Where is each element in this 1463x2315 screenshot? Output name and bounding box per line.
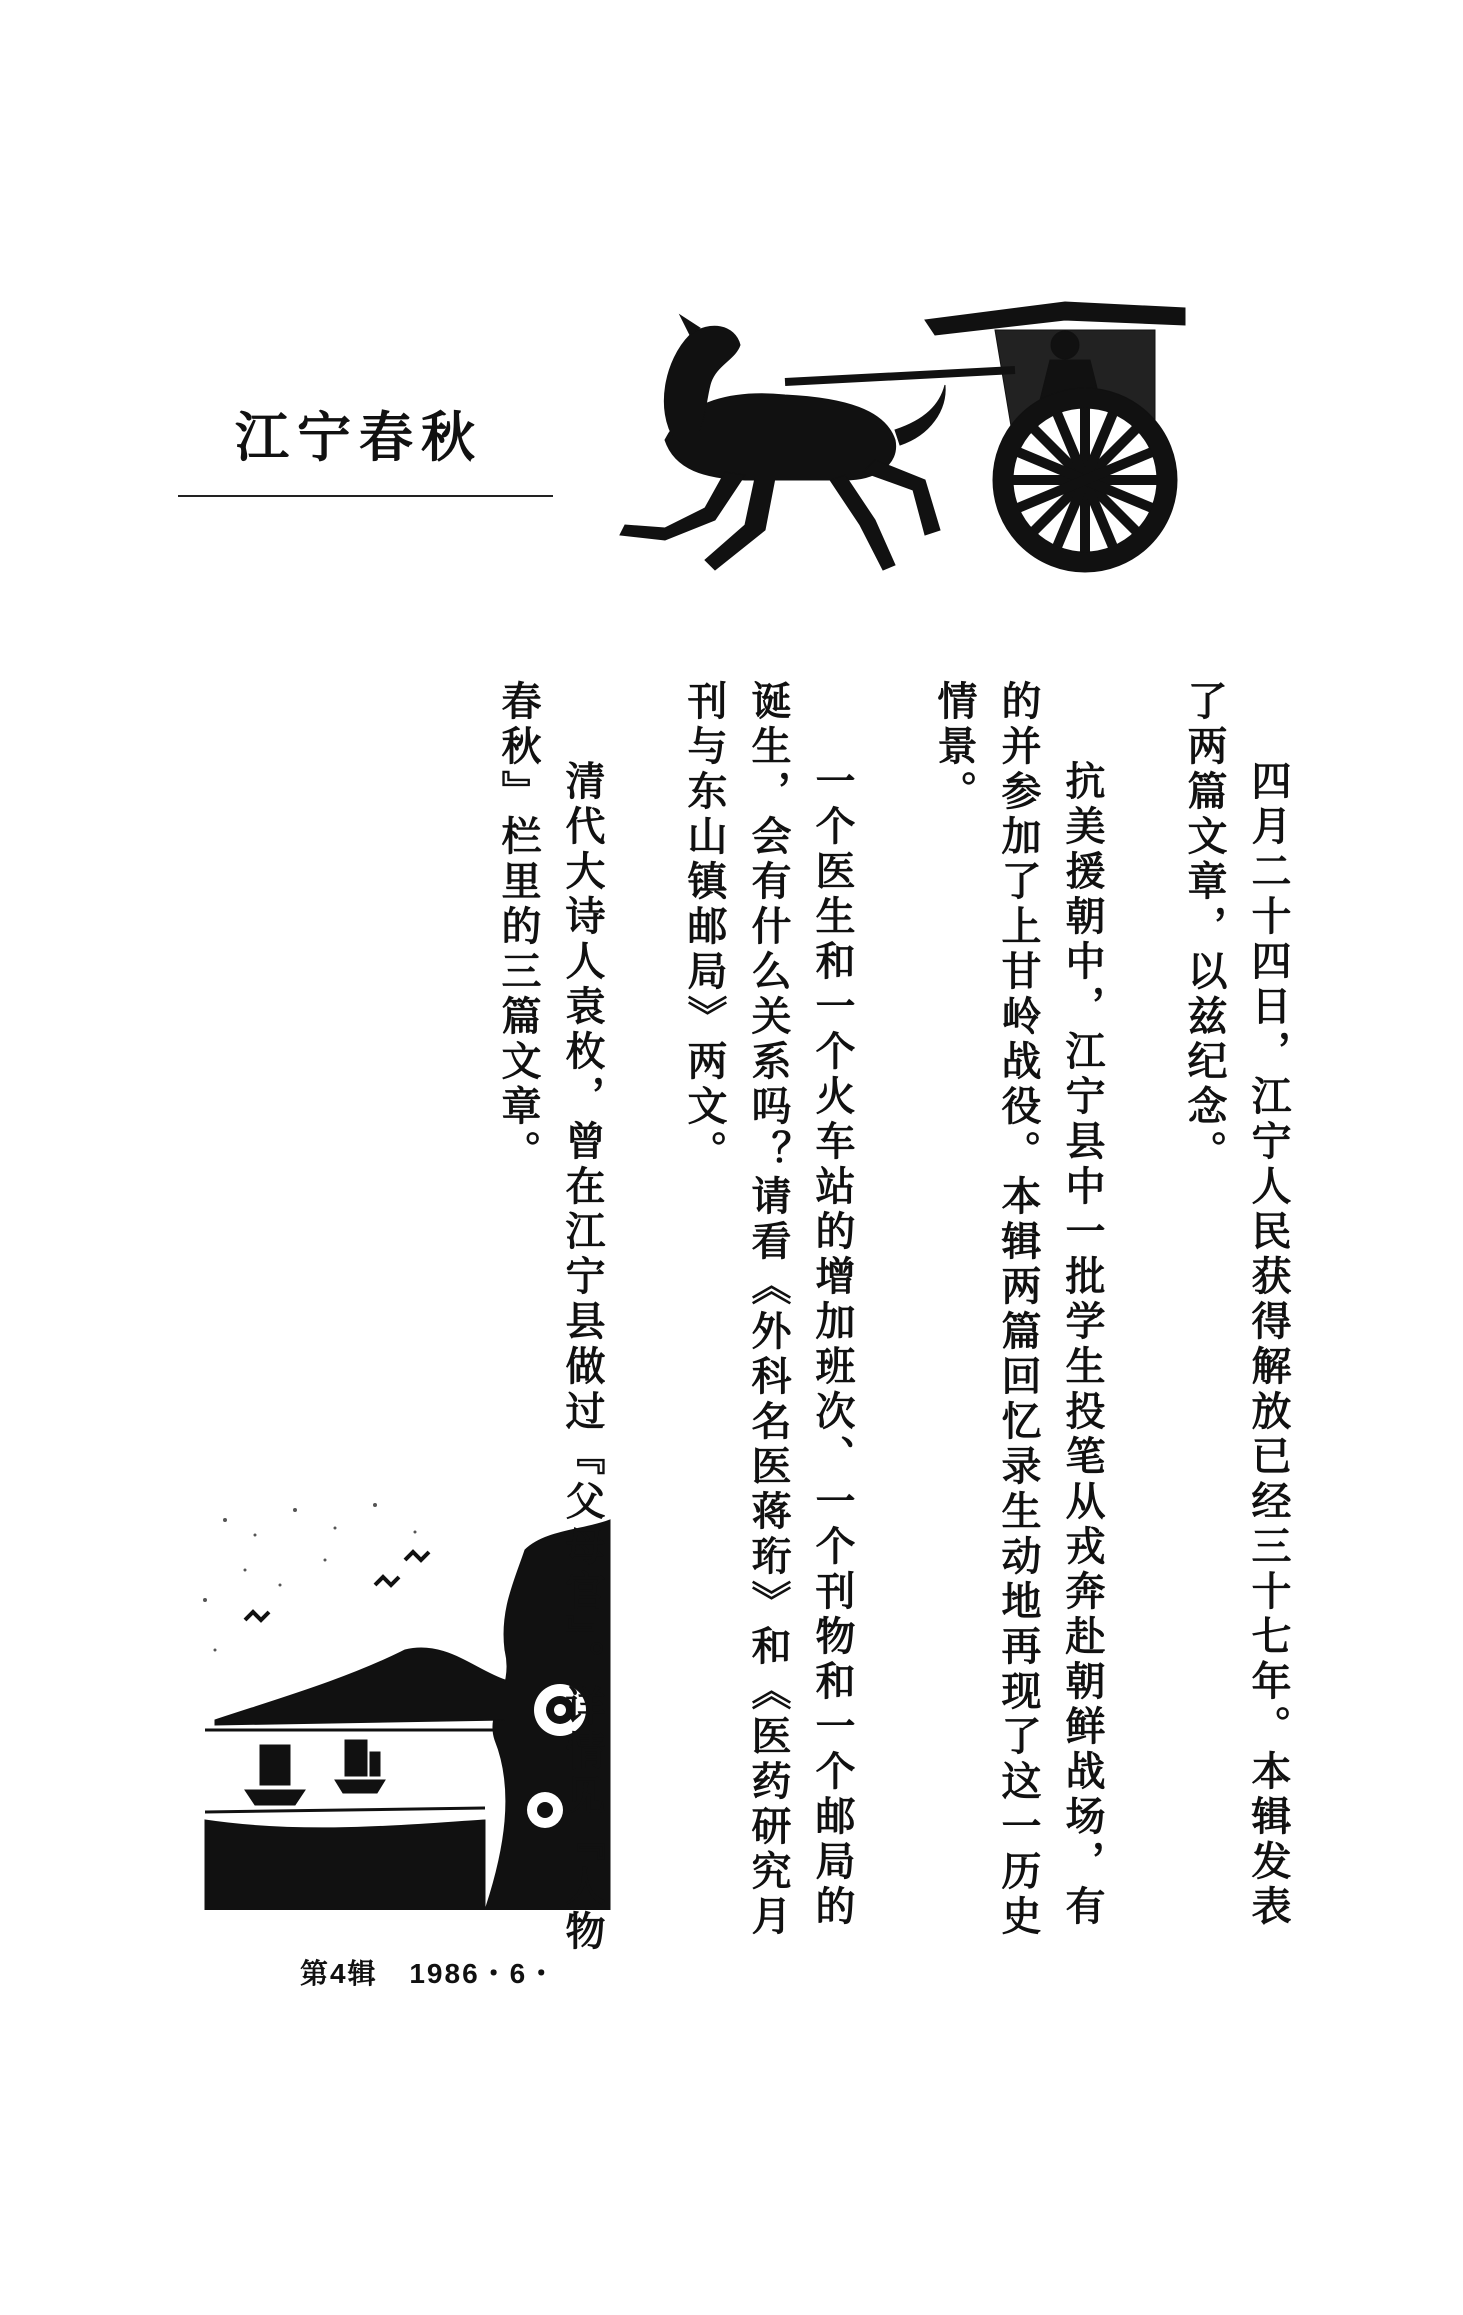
- carriage-shaft: [785, 370, 1015, 382]
- horse: [620, 315, 945, 570]
- page-footer: [300, 1952, 579, 1992]
- distant-hills: [215, 1648, 505, 1725]
- foreground-shore: [205, 1820, 485, 1910]
- issue-label: 第4辑: [300, 1958, 378, 1989]
- paragraph-yuan-mei: 清代大诗人袁枚，曾在江宁县做过『父母官』。详情见『人物春秋』栏里的三篇文章。: [495, 680, 606, 1955]
- paragraph-doctor: 一个医生和一个火车站的增加班次、一个刊物和一个邮局的诞生，会有什么关系吗？请看《外科名医蒋珩》和《医药研究月刊与东山镇邮局》两文。: [681, 680, 856, 1940]
- paragraph-korean-war: 抗美援朝中，江宁县中一批学生投笔从戎奔赴朝鲜战场，有的并参加了上甘岭战役。本辑两篇回忆录生动地再现了这一历史情景。: [931, 680, 1106, 1940]
- driver-head: [1051, 331, 1079, 359]
- sail-boats: [245, 1740, 385, 1805]
- body-text: [495, 680, 1300, 1960]
- horse-carriage-illustration: [595, 290, 1295, 620]
- birds: [245, 1552, 429, 1620]
- title-rule: [178, 495, 553, 497]
- carriage-wheel: [993, 388, 1177, 572]
- paragraph-liberation: 四月二十四日，江宁人民获得解放已经三十七年。本辑发表了两篇文章，以兹纪念。: [1181, 680, 1292, 1930]
- column-title: 江宁春秋: [235, 405, 483, 469]
- page-number: 1986・6・: [409, 1958, 558, 1989]
